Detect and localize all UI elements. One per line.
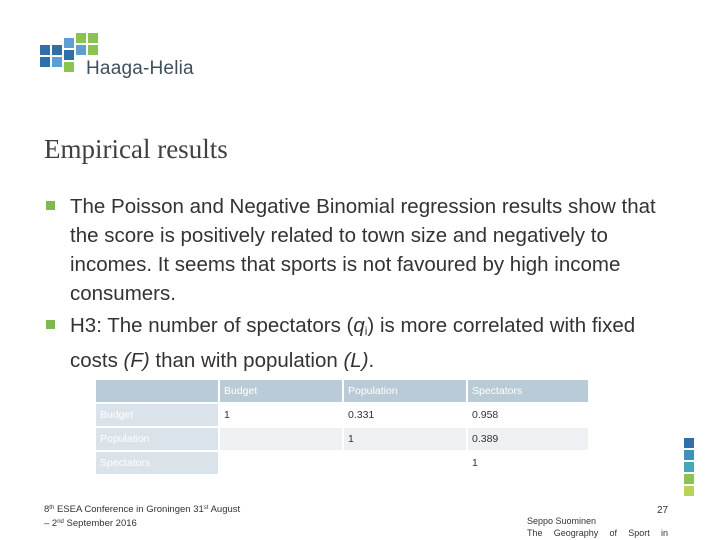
logo-square: [88, 33, 98, 43]
stripe-block: [684, 474, 694, 484]
logo-square: [76, 33, 86, 43]
table-header-row: [96, 380, 588, 402]
stripe-block: [684, 438, 694, 448]
conference-line-1: 8th ESEA Conference in Groningen 31st August: [44, 504, 241, 515]
table-header-cell: Spectators: [468, 380, 588, 402]
logo-square: [76, 45, 86, 55]
bullet-square-icon: [46, 320, 55, 329]
table-cell: 1: [344, 428, 466, 450]
row-label: Spectators: [96, 452, 218, 474]
table-cell: [220, 428, 342, 450]
table-header-cell: Population: [344, 380, 466, 402]
haaga-helia-logo: [40, 31, 200, 81]
conference-footer: [44, 502, 240, 530]
table-row: [96, 428, 588, 450]
bullet-item: [44, 311, 664, 375]
table-cell: 1: [220, 404, 342, 426]
logo-square: [64, 38, 74, 48]
table-cell: 1: [468, 452, 588, 474]
table-cell: 0.958: [468, 404, 588, 426]
presentation-title: The Geography of Sport in: [527, 528, 668, 538]
page-number: 27: [657, 505, 669, 516]
logo-square: [52, 45, 62, 55]
stripe-block: [684, 486, 694, 496]
slide-title: Empirical results: [44, 134, 228, 164]
conference-line-2: – 2nd September 2016: [44, 518, 137, 529]
table-cell: [344, 452, 466, 474]
bullet-square-icon: [46, 201, 55, 210]
table-header-cell: [96, 380, 218, 402]
stripe-block: [684, 450, 694, 460]
logo-square: [52, 57, 62, 67]
bullet-text-pre: H3: The number of spectators (: [70, 314, 354, 337]
table-row: [96, 404, 588, 426]
correlation-table: [94, 378, 590, 476]
bullet-text-post: ) is more correlated with fixed costs (F) than with population (L).: [70, 314, 636, 372]
table-row: [96, 452, 588, 474]
table-cell: [220, 452, 342, 474]
table-cell: 0.331: [344, 404, 466, 426]
table-cell: 0.389: [468, 428, 588, 450]
stripe-block: [684, 462, 694, 472]
side-stripe: [684, 438, 694, 498]
row-label: Population: [96, 428, 218, 450]
logo-wordmark: Haaga-Helia: [86, 58, 194, 79]
table-header-cell: Budget: [220, 380, 342, 402]
bullet-list: [44, 192, 664, 378]
logo-square: [40, 45, 50, 55]
logo-square: [88, 45, 98, 55]
logo-square: [64, 62, 74, 72]
logo-square: [40, 57, 50, 67]
logo-square: [64, 50, 74, 60]
bullet-item: [44, 192, 664, 308]
bullet-text: The Poisson and Negative Binomial regression results show that the score is positively related to town size and negatively to incomes. It seems that sports is not favoured by high income consumers.: [70, 195, 656, 305]
variable-subscript: i: [364, 324, 368, 338]
author-name: Seppo Suominen: [527, 516, 597, 526]
author-footer: [527, 515, 677, 539]
row-label: Budget: [96, 404, 218, 426]
variable-q: q: [353, 314, 365, 337]
